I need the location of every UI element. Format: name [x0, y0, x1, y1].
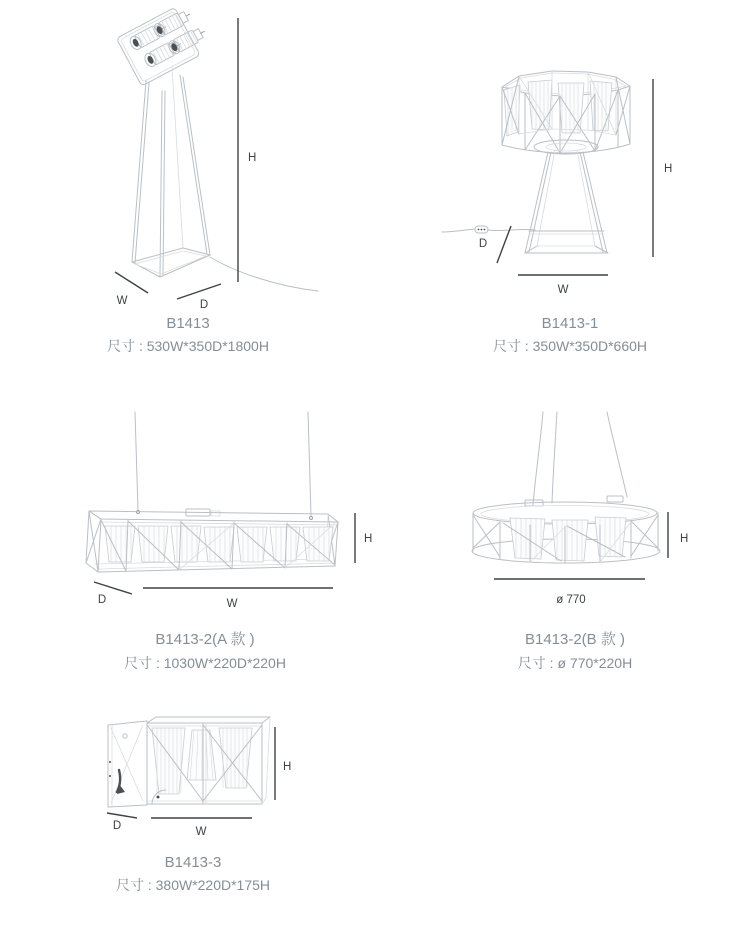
round-pendant-drawing [455, 410, 705, 620]
product-code: B1413 [166, 315, 210, 332]
dimension-h [653, 79, 672, 257]
dimension-w [115, 272, 148, 307]
dim-label-w: W [116, 295, 128, 307]
product-b1413-3 [95, 700, 305, 850]
dim-label-d: D [97, 594, 107, 606]
dimension-w [143, 588, 333, 610]
product-code: B1413-2(A 款 ) [155, 631, 255, 648]
caption-b1413-1 [450, 315, 690, 356]
dimension-d [177, 284, 221, 311]
product-size: 尺寸 : 1030W*220D*220H [124, 655, 286, 671]
table-lamp-drawing [440, 60, 705, 315]
dimension-d [94, 582, 132, 606]
table-lamp-sketch [442, 71, 630, 253]
suspension-wires [533, 412, 627, 505]
ceiling-lamp-sketch [108, 717, 270, 807]
caption-b1413 [68, 315, 308, 356]
dimension-h [238, 18, 256, 282]
dim-label-d: D [478, 238, 488, 250]
product-size: 尺寸 : ø 770*220H [517, 655, 633, 671]
dim-label-w: W [226, 598, 238, 610]
dim-label-w: W [557, 284, 569, 296]
dimension-w [151, 818, 252, 838]
product-size: 尺寸 : 350W*350D*660H [492, 338, 648, 354]
dim-label-w: W [195, 826, 207, 838]
caption-b1413-2b [455, 628, 695, 673]
dimension-diameter [494, 579, 645, 606]
dimension-d [107, 813, 137, 832]
product-code: B1413-3 [164, 854, 222, 871]
dim-label-h: H [364, 533, 373, 545]
product-b1413-2b [455, 410, 705, 620]
dimension-h [355, 513, 372, 563]
dim-label-diameter: ø 770 [556, 594, 586, 606]
dimension-d [479, 226, 511, 263]
linear-pendant-sketch [86, 412, 338, 572]
dim-label-h: H [248, 152, 257, 164]
product-code: B1413-1 [541, 315, 599, 332]
dimension-h [668, 512, 688, 558]
ceiling-lamp-drawing [95, 700, 305, 850]
dimension-w [518, 275, 608, 296]
dim-label-h: H [680, 533, 689, 545]
product-b1413-1 [440, 60, 705, 315]
caption-b1413-3 [73, 854, 313, 895]
round-pendant-sketch [472, 412, 660, 563]
product-code: B1413-2(B 款 ) [524, 631, 626, 648]
product-b1413-2a [85, 410, 375, 620]
dim-label-h: H [664, 163, 673, 175]
dim-label-d: D [199, 299, 209, 311]
power-cord [210, 257, 318, 291]
product-size: 尺寸 : 530W*350D*1800H [107, 338, 269, 354]
dimension-h [275, 727, 291, 800]
dim-label-h: H [283, 761, 292, 773]
linear-pendant-drawing [85, 410, 375, 620]
power-cord [488, 229, 535, 230]
floor-lamp-sketch [116, 0, 318, 291]
dim-label-d: D [112, 820, 122, 832]
product-b1413 [80, 5, 325, 315]
suspension-wires [135, 412, 311, 516]
floor-lamp-drawing [80, 5, 325, 315]
product-size: 尺寸 : 380W*220D*175H [115, 877, 271, 893]
caption-b1413-2a [85, 628, 325, 673]
